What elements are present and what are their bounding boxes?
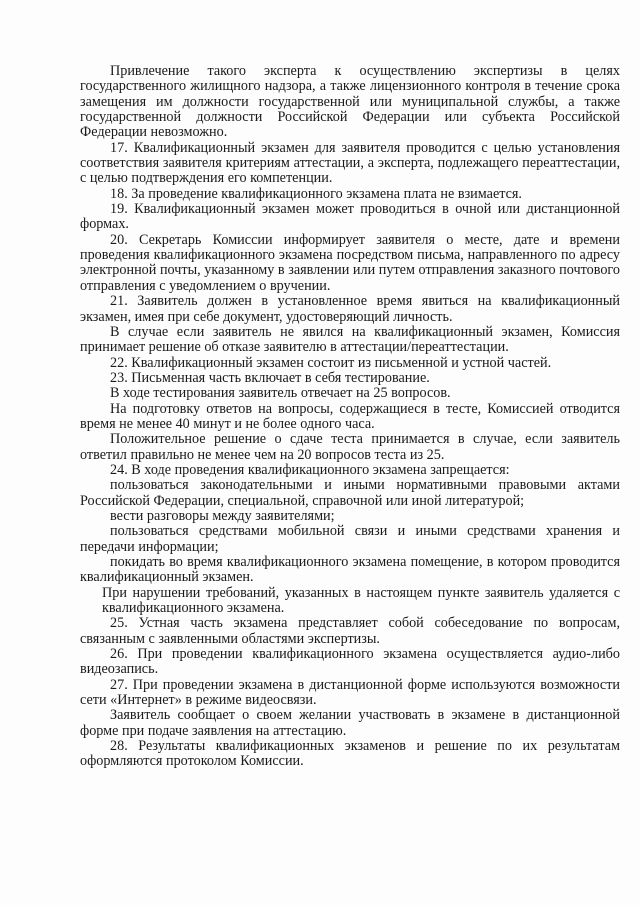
paragraph-27-notice: Заявитель сообщает о своем желании участвовать в экзамене в дистанционной форме при подаче заявления на аттестацию.	[80, 707, 620, 739]
paragraph-20: 20. Секретарь Комиссии информирует заявителя о месте, дате и времени проведения квалификационного экзамена посредством письма, направленного по адресу электронной почты, указанному в заявлении или путем отправления заказного почтового отправления с уведомлением о вручении.	[80, 231, 620, 294]
paragraph-23-time: На подготовку ответов на вопросы, содержащиеся в тесте, Комиссией отводится время не менее 40 минут и не более одного часа.	[80, 400, 620, 432]
paragraph-26: 26. При проведении квалификационного экзамена осуществляется аудио-либо видеозапись.	[80, 646, 620, 678]
paragraph-24: 24. В ходе проведения квалификационного экзамена запрещается:	[110, 461, 510, 478]
paragraph-expert-restriction: Привлечение такого эксперта к осуществлению экспертизы в целях государственного жилищного надзора, а также лицензионного контроля в течение срока замещения им должности государственной или муниципальной службы, а также государственной должности Российской Федерации или субъекта Российской Федерации невозможно.	[80, 63, 620, 141]
paragraph-24-violation: При нарушении требований, указанных в настоящем пункте заявитель удаляется с квалификационного экзамена.	[102, 584, 620, 617]
paragraph-19: 19. Квалификационный экзамен может проводиться в очной или дистанционной формах.	[80, 201, 620, 233]
paragraph-23-pass: Положительное решение о сдаче теста принимается в случае, если заявитель ответил правильно не менее чем на 20 вопросов теста из 25.	[80, 431, 620, 463]
paragraph-21: 21. Заявитель должен в установленное время явиться на квалификационный экзамен, имея при себе документ, удостоверяющий личность.	[80, 293, 620, 325]
paragraph-22: 22. Квалификационный экзамен состоит из письменной и устной частей.	[110, 354, 552, 371]
document-body	[80, 64, 620, 770]
paragraph-24-laws: пользоваться законодательными и иными нормативными правовыми актами Российской Федерации, специальной, справочной или иной литературой;	[80, 477, 620, 509]
paragraph-24-leave: покидать во время квалификационного экзамена помещение, в котором проводится квалификационный экзамен.	[80, 554, 620, 586]
paragraph-25: 25. Устная часть экзамена представляет собой собеседование по вопросам, связанным с заявленными областями экспертизы.	[80, 615, 620, 647]
paragraph-23: 23. Письменная часть включает в себя тестирование.	[110, 369, 430, 386]
paragraph-27: 27. При проведении экзамена в дистанционной форме используются возможности сети «Интернет» в режиме видеосвязи.	[80, 676, 620, 709]
paragraph-28: 28. Результаты квалификационных экзаменов и решение по их результатам оформляются протоколом Комиссии.	[80, 738, 620, 770]
paragraph-17: 17. Квалификационный экзамен для заявителя проводится с целью установления соответствия заявителя критериям аттестации, а эксперта, подлежащего переаттестации, с целью подтверждения его компетенции.	[80, 139, 620, 187]
paragraph-21-no-show: В случае если заявитель не явился на квалификационный экзамен, Комиссия принимает решение об отказе заявителю в аттестации/переаттестации.	[80, 323, 620, 356]
paragraph-24-mobile: пользоваться средствами мобильной связи и иными средствами хранения и передачи информации;	[80, 523, 620, 555]
paragraph-24-talk: вести разговоры между заявителями;	[110, 507, 335, 524]
paragraph-18: 18. За проведение квалификационного экзамена плата не взимается.	[110, 185, 522, 202]
paragraph-23-questions: В ходе тестирования заявитель отвечает на 25 вопросов.	[110, 385, 451, 402]
